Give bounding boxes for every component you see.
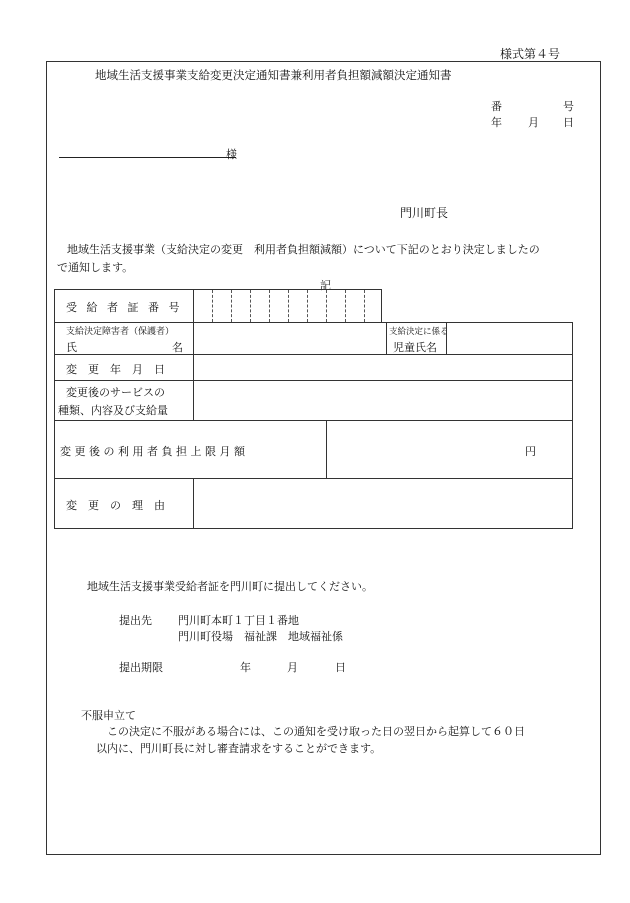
guardian-name-input[interactable]	[193, 322, 387, 355]
recipient-number-label: 受 給 者 証 番 号	[66, 301, 183, 314]
digit-divider	[307, 290, 308, 322]
child-name-input[interactable]	[446, 322, 573, 355]
addressee-line	[59, 157, 236, 158]
submit-to-label: 提出先	[119, 614, 152, 627]
digit-divider	[231, 290, 232, 322]
issuer-name: 門川町長	[400, 206, 449, 220]
number-label-ban: 番	[491, 100, 502, 113]
number-label-go: 号	[563, 100, 574, 113]
deadline-year: 年	[240, 661, 251, 674]
digit-divider	[288, 290, 289, 322]
service-label-line2: 種類、内容及び支給量	[58, 404, 168, 417]
guardian-label-shi: 氏	[66, 341, 77, 354]
service-input[interactable]	[193, 380, 573, 421]
reason-label: 変 更 の 理 由	[66, 499, 165, 512]
yen-label: 円	[525, 445, 536, 458]
digit-divider	[212, 290, 213, 322]
submit-to-line-1: 門川町本町１丁目１番地	[178, 614, 299, 627]
date-month-label: 月	[528, 116, 539, 129]
change-date-input[interactable]	[193, 354, 573, 381]
form-number: 様式第４号	[500, 47, 561, 61]
ki-label: 記	[320, 279, 331, 292]
digit-divider	[345, 290, 346, 322]
change-date-label: 変 更 年 月 日	[66, 363, 165, 376]
service-label-line1: 変更後のサービスの	[66, 386, 165, 399]
deadline-month: 月	[287, 661, 298, 674]
digit-divider	[326, 290, 327, 322]
submit-to-line-2: 門川町役場 福祉課 地域福祉係	[178, 630, 343, 643]
addressee-suffix: 様	[226, 148, 237, 161]
intro-line-2: で通知します。	[57, 261, 134, 274]
objection-line-2: 以内に、門川町長に対し審査請求をすることができます。	[96, 742, 382, 755]
deadline-day: 日	[335, 661, 346, 674]
objection-line-1: この決定に不服がある場合には、この通知を受け取った日の翌日から起算して６０日	[107, 725, 525, 738]
date-year-label: 年	[491, 116, 502, 129]
document-title: 地域生活支援事業支給変更決定通知書兼利用者負担額減額決定通知書	[95, 68, 452, 82]
digit-divider	[250, 290, 251, 322]
child-label-bottom: 児童氏名	[393, 341, 437, 354]
burden-label: 変 更 後 の 利 用 者 負 担 上 限 月 額	[60, 445, 245, 458]
guardian-label-top: 支給決定障害者（保護者）	[66, 327, 175, 337]
intro-line-1: 地域生活支援事業（支給決定の変更 利用者負担額減額）について下記のとおり決定しましたの	[67, 243, 540, 256]
reason-input[interactable]	[193, 478, 573, 529]
instructions: 地域生活支援事業受給者証を門川町に提出してください。	[87, 580, 373, 593]
digit-divider	[269, 290, 270, 322]
objection-title: 不服申立て	[81, 709, 136, 722]
guardian-label-mei: 名	[172, 341, 183, 354]
deadline-label: 提出期限	[119, 661, 163, 674]
date-day-label: 日	[563, 116, 574, 129]
digit-divider	[364, 290, 365, 322]
child-label-top: 支給決定に係る	[389, 327, 449, 337]
